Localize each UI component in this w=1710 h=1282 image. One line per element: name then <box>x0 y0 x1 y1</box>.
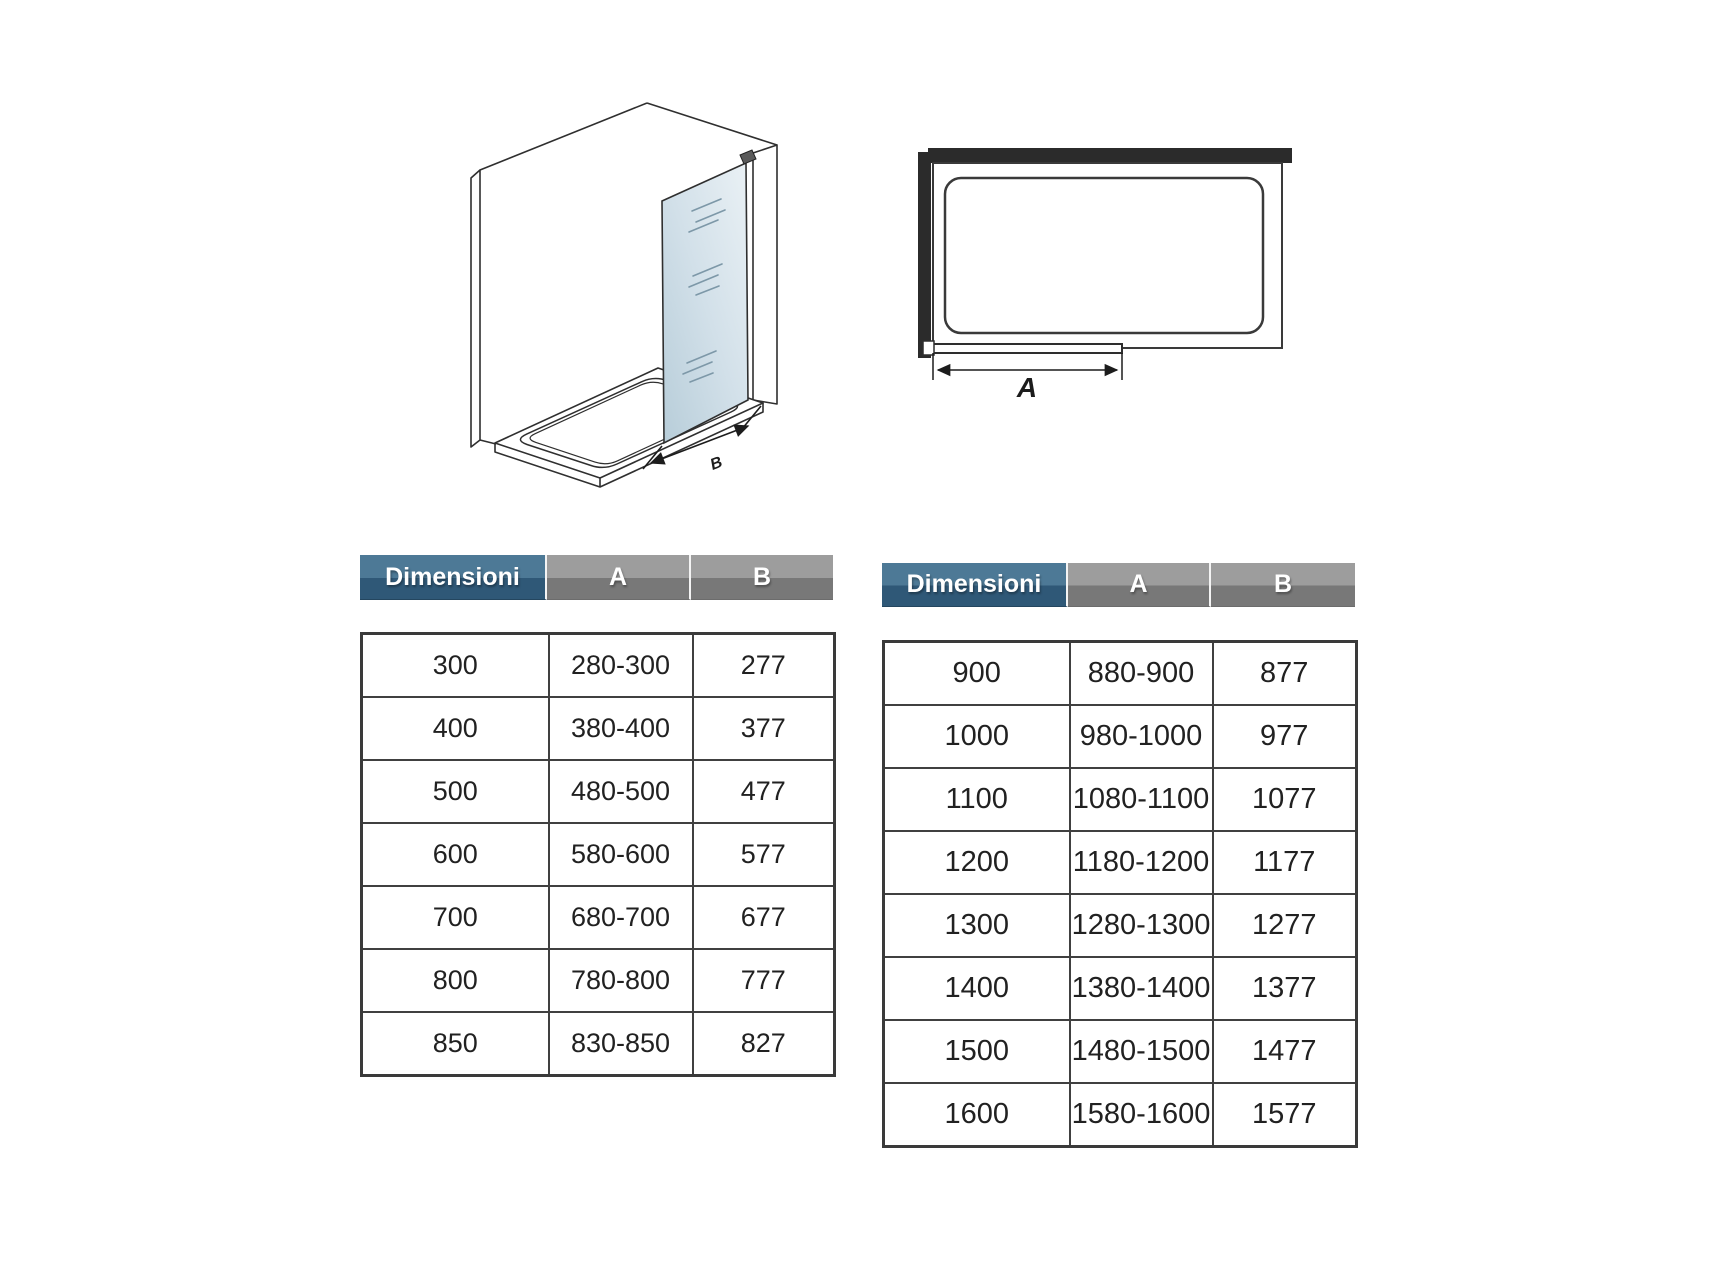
table-row <box>362 949 835 1012</box>
glass-panel <box>662 150 756 443</box>
b-cell: 1077 <box>1213 768 1357 831</box>
table-row <box>884 705 1357 768</box>
wall-top-bar <box>928 148 1292 163</box>
b-cell: 1477 <box>1213 1020 1357 1083</box>
b-cell: 1377 <box>1213 957 1357 1020</box>
a-cell: 830-850 <box>549 1012 693 1076</box>
right-wall-top-edge <box>647 103 777 145</box>
table-row <box>362 760 835 823</box>
a-cell: 1580-1600 <box>1070 1083 1213 1147</box>
dimension-b-label: B <box>707 453 725 474</box>
size-cell: 1300 <box>884 894 1070 957</box>
a-cell: 1180-1200 <box>1070 831 1213 894</box>
right-header-dimensioni: Dimensioni <box>882 563 1068 607</box>
table-row <box>362 823 835 886</box>
b-cell: 877 <box>1213 642 1357 706</box>
table-row <box>362 1012 835 1076</box>
a-cell: 1380-1400 <box>1070 957 1213 1020</box>
table-row <box>884 1083 1357 1147</box>
right-table-body <box>882 640 1358 1148</box>
right-header-a: A <box>1068 563 1211 607</box>
back-wall-bottom-edge <box>480 440 496 444</box>
right-wall-edge <box>753 145 777 404</box>
tray-plan <box>933 163 1282 348</box>
a-cell: 880-900 <box>1070 642 1213 706</box>
size-cell: 300 <box>362 634 549 698</box>
size-cell: 1100 <box>884 768 1070 831</box>
table-row <box>884 768 1357 831</box>
b-cell: 577 <box>693 823 835 886</box>
size-cell: 800 <box>362 949 549 1012</box>
table-row <box>884 642 1357 706</box>
a-cell: 280-300 <box>549 634 693 698</box>
a-cell: 580-600 <box>549 823 693 886</box>
a-cell: 480-500 <box>549 760 693 823</box>
left-header-dimensioni: Dimensioni <box>360 555 547 600</box>
size-cell: 700 <box>362 886 549 949</box>
b-cell: 277 <box>693 634 835 698</box>
size-cell: 850 <box>362 1012 549 1076</box>
table-row <box>362 697 835 760</box>
left-table-body <box>360 632 836 1077</box>
perspective-diagram <box>440 70 800 490</box>
a-cell: 1280-1300 <box>1070 894 1213 957</box>
table-row <box>884 957 1357 1020</box>
table-row <box>362 634 835 698</box>
left-wall-edge <box>471 170 480 447</box>
a-cell: 980-1000 <box>1070 705 1213 768</box>
b-cell: 1177 <box>1213 831 1357 894</box>
wall-profile-block <box>923 341 934 355</box>
left-table-header <box>360 555 833 600</box>
b-cell: 477 <box>693 760 835 823</box>
right-table-header <box>882 563 1355 607</box>
dimension-a <box>933 353 1122 400</box>
left-header-a: A <box>547 555 691 600</box>
a-cell: 780-800 <box>549 949 693 1012</box>
size-cell: 1400 <box>884 957 1070 1020</box>
size-cell: 1000 <box>884 705 1070 768</box>
b-cell: 977 <box>1213 705 1357 768</box>
size-cell: 600 <box>362 823 549 886</box>
b-cell: 827 <box>693 1012 835 1076</box>
glass-panel-plan <box>923 341 1122 355</box>
size-cell: 900 <box>884 642 1070 706</box>
a-cell: 380-400 <box>549 697 693 760</box>
right-header-b: B <box>1211 563 1355 607</box>
left-header-b: B <box>691 555 833 600</box>
dimension-a-label: A <box>1016 372 1038 400</box>
size-cell: 1600 <box>884 1083 1070 1147</box>
b-cell: 377 <box>693 697 835 760</box>
size-cell: 500 <box>362 760 549 823</box>
b-cell: 1277 <box>1213 894 1357 957</box>
wall-left-bar <box>918 152 931 358</box>
back-wall-top-edge <box>480 103 647 170</box>
a-cell: 1480-1500 <box>1070 1020 1213 1083</box>
a-cell: 1080-1100 <box>1070 768 1213 831</box>
table-row <box>884 894 1357 957</box>
size-cell: 400 <box>362 697 549 760</box>
size-cell: 1200 <box>884 831 1070 894</box>
a-cell: 680-700 <box>549 886 693 949</box>
top-view-diagram <box>900 140 1310 400</box>
b-cell: 777 <box>693 949 835 1012</box>
table-row <box>884 1020 1357 1083</box>
b-cell: 677 <box>693 886 835 949</box>
table-row <box>884 831 1357 894</box>
size-cell: 1500 <box>884 1020 1070 1083</box>
table-row <box>362 886 835 949</box>
tray-outer-rect <box>933 163 1282 348</box>
b-cell: 1577 <box>1213 1083 1357 1147</box>
glass-profile <box>925 344 1122 353</box>
